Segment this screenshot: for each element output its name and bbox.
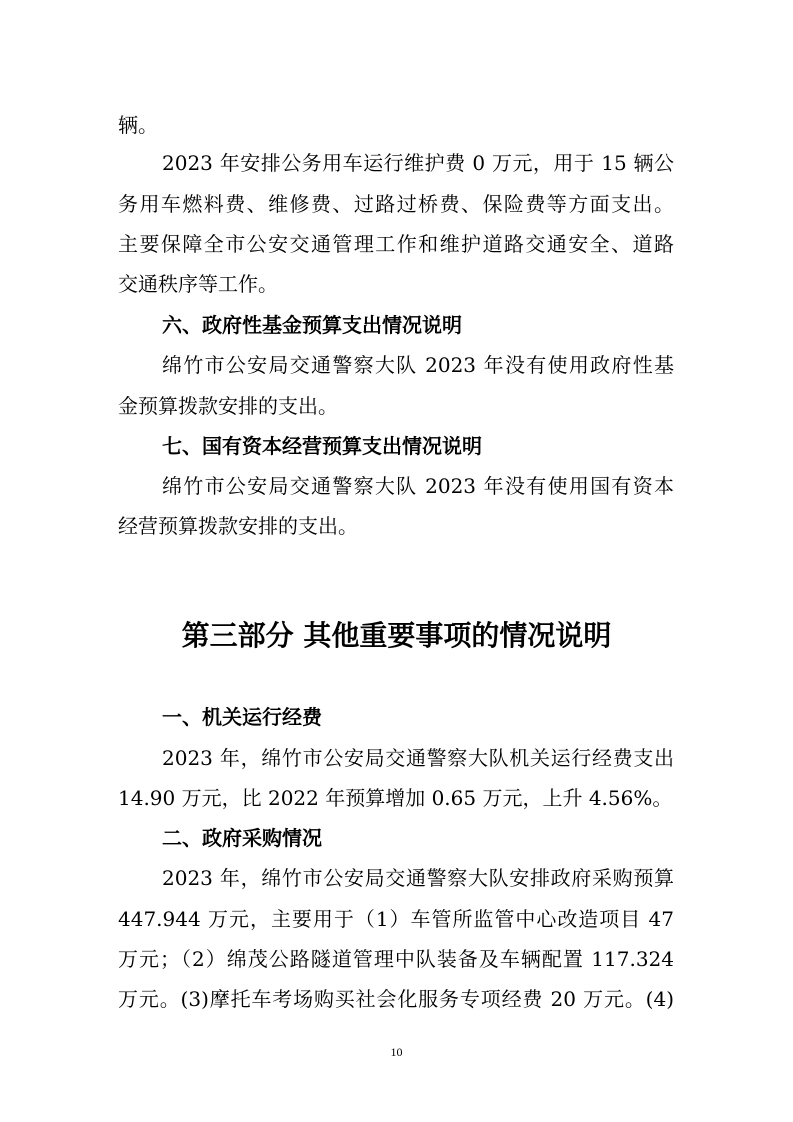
page-number: 10 (390, 1045, 403, 1059)
section-heading: 六、政府性基金预算支出情况说明 (162, 313, 462, 337)
paragraph-line: 务用车燃料费、维修费、过路过桥费、保险费等方面支出。 (118, 192, 674, 216)
part-title: 第三部分 其他重要事项的情况说明 (181, 619, 612, 652)
paragraph-line: 交通秩序等工作。 (118, 272, 278, 296)
paragraph-line: 金预算拨款安排的支出。 (118, 394, 338, 418)
paragraph-line: 辆。 (118, 113, 158, 137)
paragraph-line: 2023 年，绵竹市公安局交通警察大队安排政府采购预算 (162, 866, 674, 890)
paragraph-line: 14.90 万元，比 2022 年预算增加 0.65 万元，上升 4.56%。 (118, 786, 673, 810)
paragraph-line: 万元；（2）绵茂公路隧道管理中队装备及车辆配置 117.324 (118, 947, 674, 971)
section-heading: 七、国有资本经营预算支出情况说明 (162, 434, 482, 458)
paragraph-line: 绵竹市公安局交通警察大队 2023 年没有使用政府性基 (162, 353, 674, 377)
section-heading: 一、机关运行经费 (162, 705, 322, 729)
paragraph-line: 万元。(3)摩托车考场购买社会化服务专项经费 20 万元。(4) (118, 987, 674, 1011)
section-heading: 二、政府采购情况 (162, 826, 322, 850)
paragraph-line: 绵竹市公安局交通警察大队 2023 年没有使用国有资本 (162, 474, 674, 498)
paragraph-line: 2023 年安排公务用车运行维护费 0 万元，用于 15 辆公 (162, 151, 674, 175)
paragraph-line: 经营预算拨款安排的支出。 (118, 514, 358, 538)
paragraph-line: 2023 年，绵竹市公安局交通警察大队机关运行经费支出 (162, 746, 674, 770)
paragraph-line: 主要保障全市公安交通管理工作和维护道路交通安全、道路 (118, 232, 674, 256)
paragraph-line: 447.944 万元，主要用于（1）车管所监管中心改造项目 47 (118, 907, 674, 931)
